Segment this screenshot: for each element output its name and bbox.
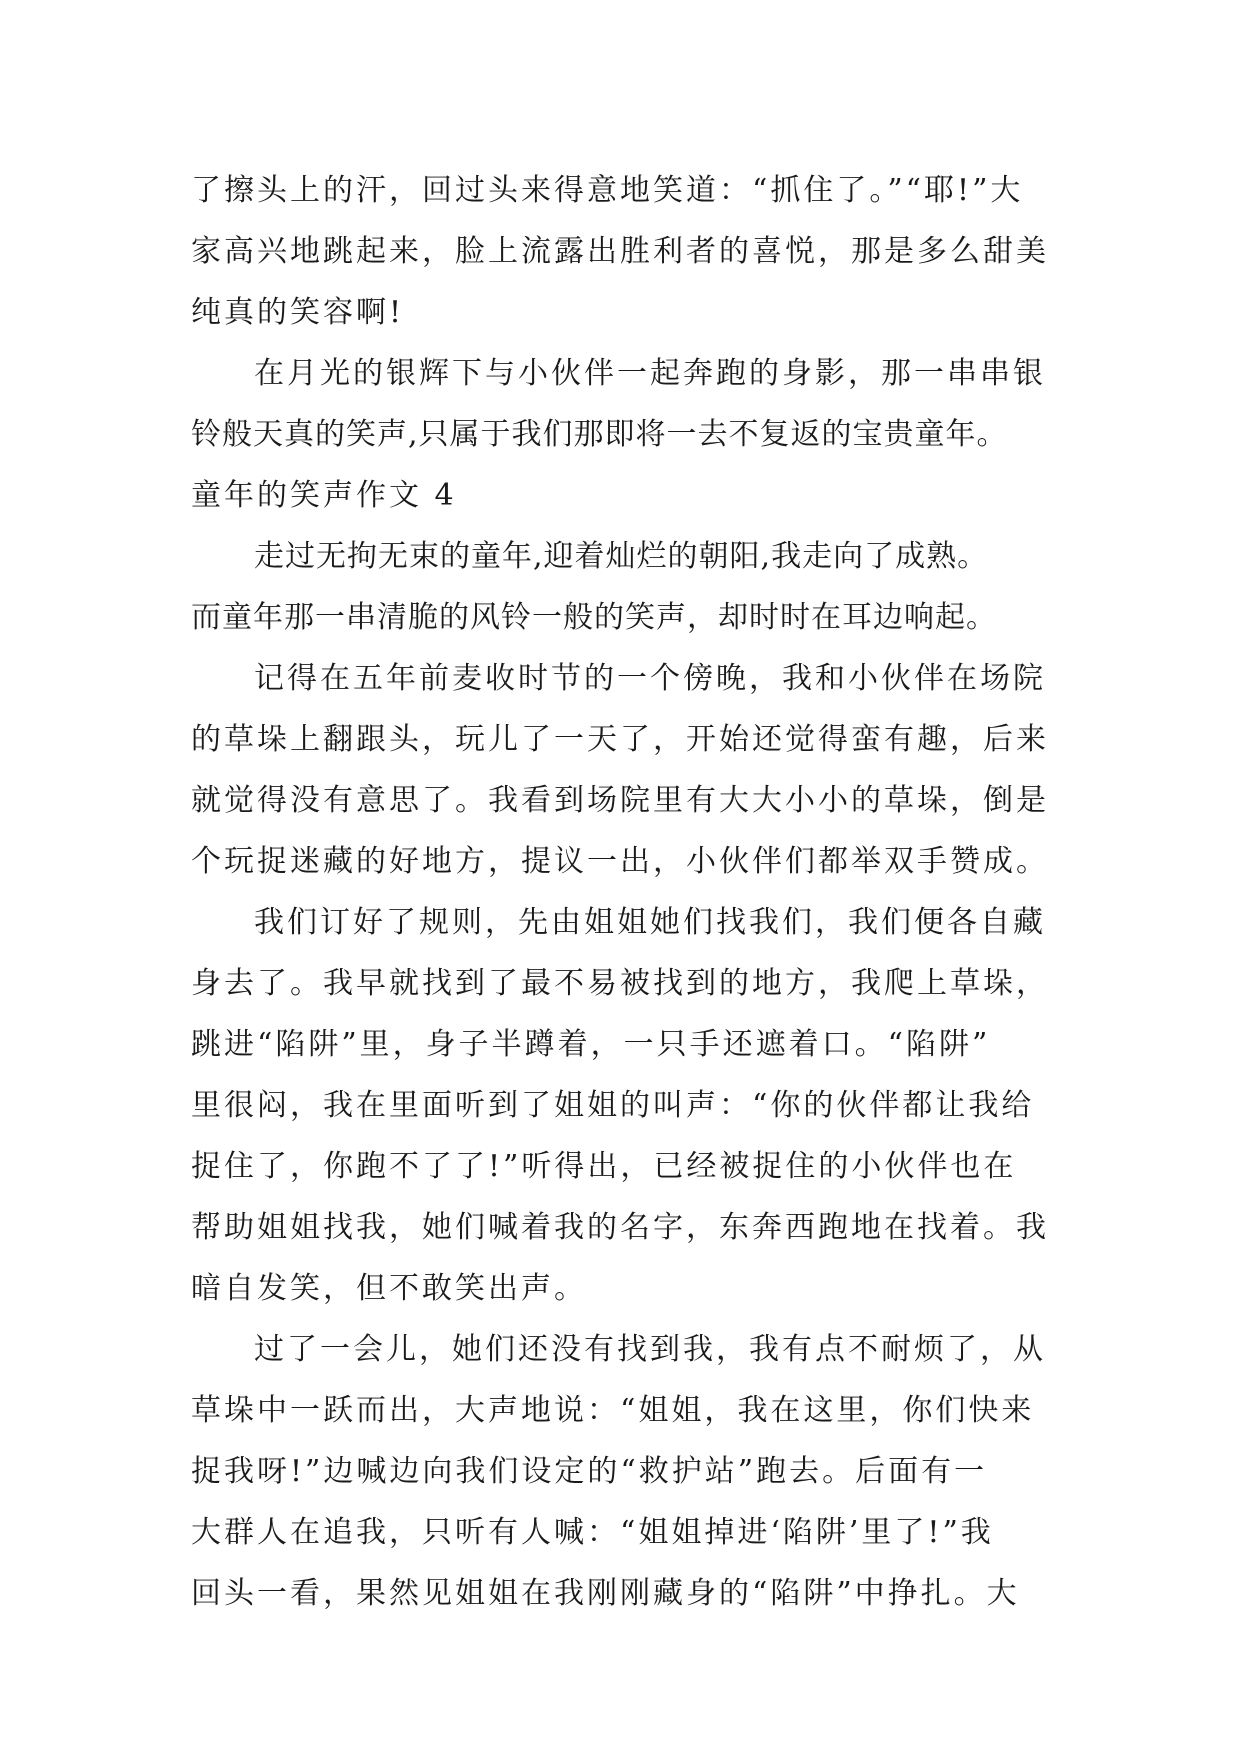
text-line: 暗自发笑，但不敢笑出声。 — [191, 1271, 587, 1306]
text-line: 草垛中一跃而出，大声地说：“姐姐，我在这里，你们快来 — [191, 1393, 1035, 1428]
text-line: 了擦头上的汗，回过头来得意地笑道：“抓住了。”“耶!”大 — [191, 173, 1024, 208]
text-line: 大群人在追我，只听有人喊：“姐姐掉进‘陷阱’里了!”我 — [191, 1515, 994, 1550]
text-line: 里很闷，我在里面听到了姐姐的叫声：“你的伙伴都让我给 — [191, 1088, 1035, 1123]
text-line: 而童年那一串清脆的风铃一般的笑声，却时时在耳边响起。 — [191, 600, 997, 635]
text-line: 铃般天真的笑声,只属于我们那即将一去不复返的宝贵童年。 — [191, 417, 1008, 452]
text-line: 回头一看，果然见姐姐在我刚刚藏身的“陷阱”中挣扎。大 — [191, 1576, 1020, 1611]
text-line: 捉住了，你跑不了了!”听得出，已经被捉住的小伙伴也在 — [191, 1149, 1017, 1184]
text-line: 家高兴地跳起来，脸上流露出胜利者的喜悦，那是多么甜美 — [191, 234, 1049, 269]
section-heading: 童年的笑声作文 4 — [191, 478, 457, 513]
text-line: 我们订好了规则，先由姐姐她们找我们，我们便各自藏 — [254, 905, 1046, 940]
text-line: 在月光的银辉下与小伙伴一起奔跑的身影，那一串串银 — [254, 356, 1046, 391]
text-line: 跳进“陷阱”里，身子半蹲着，一只手还遮着口。“陷阱” — [191, 1027, 991, 1062]
text-line: 个玩捉迷藏的好地方，提议一出，小伙伴们都举双手赞成。 — [191, 844, 1049, 879]
text-line: 身去了。我早就找到了最不易被找到的地方，我爬上草垛， — [191, 966, 1049, 1001]
document-body — [191, 160, 1071, 1624]
text-line: 捉我呀!”边喊边向我们设定的“救护站”跑去。后面有一 — [191, 1454, 988, 1489]
text-line: 的草垛上翻跟头，玩儿了一天了，开始还觉得蛮有趣，后来 — [191, 722, 1049, 757]
text-line: 过了一会儿，她们还没有找到我，我有点不耐烦了，从 — [254, 1332, 1046, 1367]
text-line: 帮助姐姐找我，她们喊着我的名字，东奔西跑地在找着。我 — [191, 1210, 1049, 1245]
text-line: 记得在五年前麦收时节的一个傍晚，我和小伙伴在场院 — [254, 661, 1046, 696]
text-line: 纯真的笑容啊! — [191, 295, 405, 330]
text-line: 就觉得没有意思了。我看到场院里有大大小小的草垛，倒是 — [191, 783, 1049, 818]
text-line: 走过无拘无束的童年,迎着灿烂的朝阳,我走向了成熟。 — [254, 539, 989, 574]
